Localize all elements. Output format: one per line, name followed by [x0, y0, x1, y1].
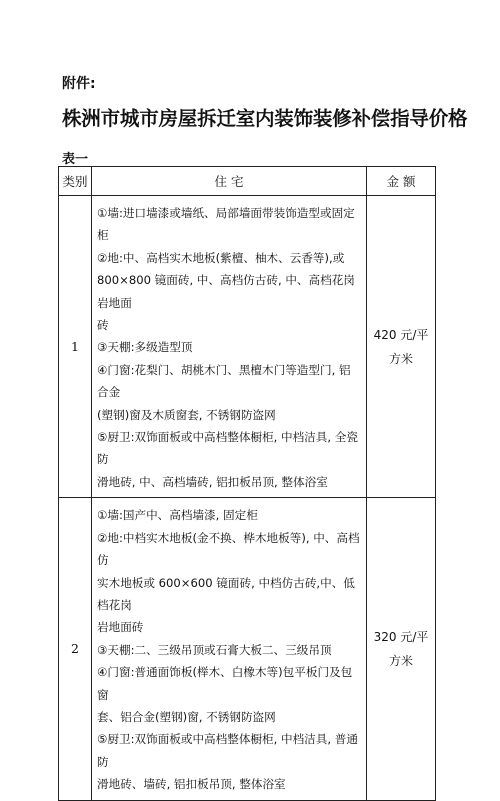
attachment-label: 附件:: [62, 76, 96, 92]
table-header-row: [59, 167, 436, 196]
description-line: 滑地砖、墙砖, 铝扣板吊顶, 整体浴室: [97, 777, 286, 792]
description-line: ③天棚:多级造型顶: [97, 340, 193, 355]
column-header-amount: 金 额: [367, 167, 436, 196]
description-line: ④门窗:普通面饰板(榉木、白橡木等)包平板门及包窗: [97, 665, 353, 702]
description-line: 套、铝合金(塑钢)窗, 不锈钢防盗网: [97, 709, 276, 724]
price-amount: [367, 498, 436, 800]
description-line: ③天棚:二、三级吊顶或石膏大板二、三级吊顶: [97, 642, 332, 657]
table-row: [59, 196, 436, 498]
description-line: ②地:中、高档实木地板(紫檀、柚木、云香等),或: [97, 250, 345, 265]
price-value: 320 元/平: [373, 629, 429, 644]
price-unit: 方米: [388, 351, 413, 366]
description-line: ①墙:国产中、高档墙漆, 固定柜: [97, 508, 258, 523]
price-value: 420 元/平: [373, 327, 429, 342]
category-number: 1: [59, 196, 92, 498]
description-line: ⑤厨卫:双饰面板或中高档整体橱柜, 中档洁具, 普通防: [97, 732, 358, 769]
document-title: 株洲市城市房屋拆迁室内装饰装修补偿指导价格: [62, 107, 468, 130]
description-line: 滑地砖, 中、高档墙砖, 铝扣板吊顶, 整体浴室: [97, 474, 328, 489]
description-line: 800×800 镜面砖, 中、高档仿古砖, 中、高档花岗岩地面: [97, 273, 355, 310]
description-line: ④门窗:花梨门、胡桃木门、黑檀木门等造型门, 铝合金: [97, 362, 351, 400]
price-amount: [367, 196, 436, 498]
description-line: 砖: [97, 318, 109, 333]
description-line: (塑钢)窗及木质窗套, 不锈钢防盗网: [97, 407, 276, 422]
description-line: ①墙:进口墙漆或墙纸、局部墙面带装饰造型或固定柜: [97, 206, 355, 243]
price-table: [58, 166, 436, 801]
description-line: ⑤厨卫:双饰面板或中高档整体橱柜, 中档洁具, 全瓷防: [97, 430, 358, 467]
description-line: 实木地板或 600×600 镜面砖, 中档仿古砖,中、低档花岗: [97, 575, 355, 612]
decoration-description: [92, 196, 367, 498]
table-label: 表一: [62, 152, 89, 167]
price-unit: 方米: [388, 653, 413, 668]
description-line: 岩地面砖: [97, 620, 144, 635]
column-header-residence: 住 宅: [92, 167, 367, 196]
table-row: [59, 498, 436, 800]
decoration-description: [92, 498, 367, 800]
category-number: 2: [59, 498, 92, 800]
description-line: ②地:中档实木地板(金不换、桦木地板等), 中、高档仿: [97, 530, 360, 568]
column-header-category: 类别: [59, 167, 92, 196]
